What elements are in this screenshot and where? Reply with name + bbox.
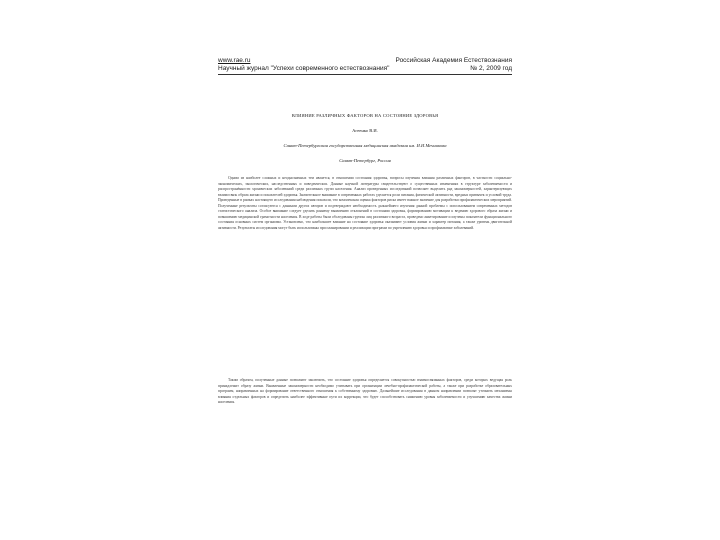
article-title: ВЛИЯНИЕ РАЗЛИЧНЫХ ФАКТОРОВ НА СОСТОЯНИЕ ЗДОРОВЬЯ (291, 113, 439, 118)
page-header-right (396, 57, 512, 73)
paragraph-text: Таким образом, полученные данные позволяют заключить, что состояние здоровья определяется совокупностью взаимосвязанных факторов, среди которых ведущая роль принадлежит образу жизни. Выявленные закономерности необходимо учитывать при организации лечебно-профилактической работы, а также при разработке образовательных программ, направленных на формирование ответственного отношения к собственному здоровью. Дальнейшие исследования в данном направлении позволят уточнить механизмы влияния отдельных факторов и определить наиболее эффективные пути их коррекции, что будет способствовать снижению уровня заболеваемости и улучшению качества жизни населения. (218, 378, 512, 404)
journal-name: Научный журнал "Успехи современного естествознания" (218, 65, 390, 72)
journal-url-link[interactable]: www.rae.ru (218, 57, 251, 64)
article-affiliation: Санкт-Петербургская государственная медицинская академия им. И.И.Мечникова (283, 143, 447, 148)
issue-number: № 2, 2009 год (470, 65, 512, 72)
header-divider (218, 74, 512, 75)
body-paragraph (218, 176, 512, 231)
academy-name: Российская Академия Естествознания (395, 57, 512, 64)
article-city: Санкт-Петербург, Россия (339, 158, 391, 163)
body-paragraph (218, 378, 512, 406)
paragraph-text: Одним из наиболее сложных и неоднозначных тем является, в отношении состояния здоровья, вопросы изучения влияния различных факторов, в частности социально-экономических, экологических, наследственных и поведенческих. Данные научной литературы свидетельствуют о существенных изменениях в структуре заболеваемости и распространённости хронических заболеваний среди различных групп населения. Анализ проведенных исследований позволяет выделить ряд закономерностей, характеризующих взаимосвязь образа жизни и показателей здоровья. Значительное внимание в современных работах уделяется роли питания, физической активности, вредных привычек и условий труда. Проведенные в рамках настоящего исследования наблюдения показали, что комплексная оценка факторов риска имеет важное значение для разработки профилактических мероприятий. Полученные результаты согласуются с данными других авторов и подтверждают необходимость дальнейшего изучения данной проблемы с использованием современных методов статистического анализа. Особое внимание следует уделять раннему выявлению отклонений в состоянии здоровья, формированию мотивации к ведению здорового образа жизни и повышению медицинской грамотности населения. В ходе работы были обследованы группы лиц различного возраста, проведено анкетирование и изучены показатели функционального состояния основных систем организма. Установлено, что наибольшее влияние на состояние здоровья оказывают условия жизни и характер питания, а также уровень двигательной активности. Результаты исследования могут быть использованы при планировании и реализации программ по укреплению здоровья и профилактике заболеваний. (218, 176, 512, 230)
article-author: Агеенко В.И. (352, 128, 378, 133)
page-header-left (218, 57, 389, 73)
